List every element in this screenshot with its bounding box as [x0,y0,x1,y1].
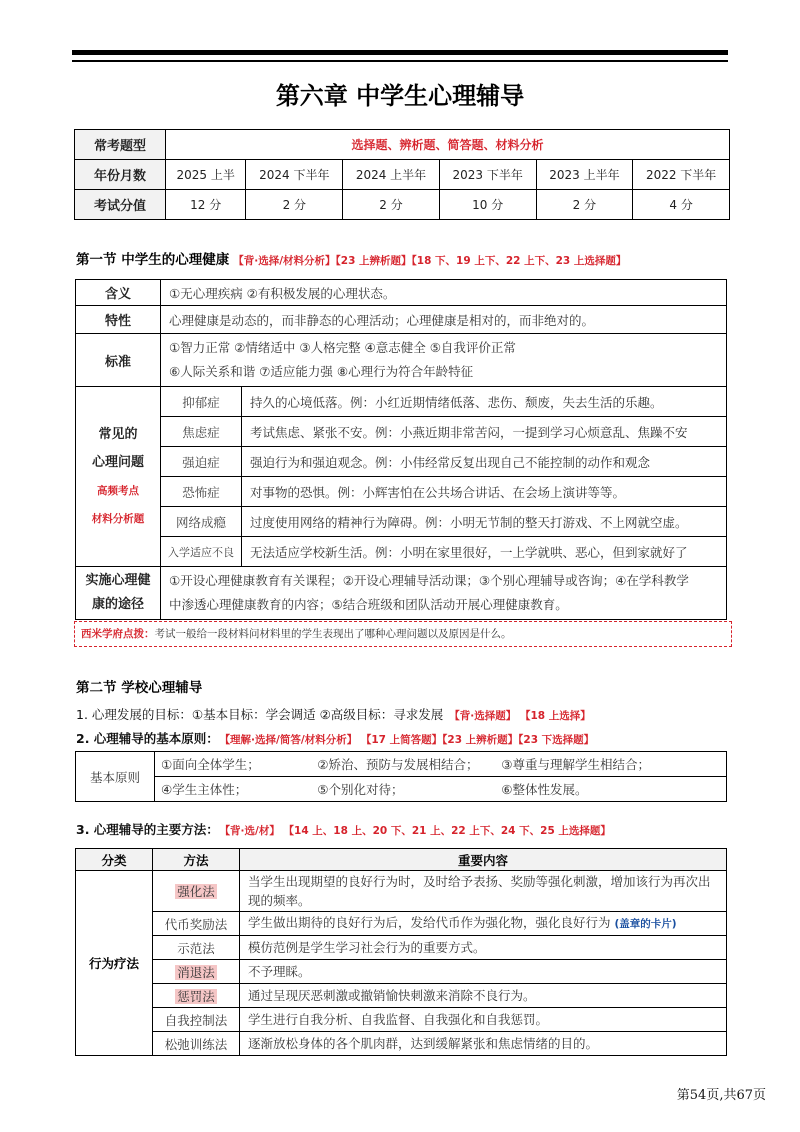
section2-heading: 第二节 学校心理辅导 [76,680,203,696]
exam-type-label: 常考题型 [75,130,166,160]
standard-line: ⑥人际关系和谐 ⑦适应能力强 ⑧心理行为符合年龄特征 [169,364,474,379]
method-desc: 学生做出期待的良好行为后，发给代币作为强化物，强化良好行为 [248,915,611,930]
ways-label-line: 实施心理健 [85,573,151,588]
standard-line: ①智力正常 ②情绪适中 ③人格完整 ④意志健全 ⑤自我评价正常 [169,340,516,355]
section1-title: 第一节 中学生的心理健康 [76,252,230,268]
principle-label: 基本原则 [76,752,155,802]
principle: ⑤个别化对待； [311,777,495,802]
exam-year: 2024 下半年 [246,160,343,190]
method-name: 自我控制法 [153,1008,240,1032]
item3-line [76,820,611,838]
problems-label [76,387,161,567]
item1-line [76,705,591,723]
problem-desc: 考试焦虑、紧张不安。例：小燕近期非常苦闷，一提到学习心烦意乱、焦躁不安 [242,417,727,447]
exam-year: 2022 下半年 [633,160,730,190]
item1-tags: 【背·选择题】 【18 上选择】 [449,710,591,722]
principle: ③尊重与理解学生相结合； [495,752,726,777]
exam-year: 2023 上半年 [536,160,633,190]
method-desc-cell [240,912,727,936]
ways-line: ①开设心理健康教育有关课程；②开设心理辅导活动课；③个别心理辅导或咨询；④在学科教学 [169,573,689,588]
method-name: 代币奖励法 [153,912,240,936]
method-name: 消退法 [177,964,215,980]
methods-table [75,848,727,1056]
exam-type-value: 选择题、辨析题、简答题、材料分析 [166,130,730,160]
method-desc: 模仿范例是学生学习社会行为的重要方式。 [240,936,727,960]
method-desc: 不予理睬。 [240,960,727,984]
tip-box [74,621,732,647]
method-name: 强化法 [177,884,215,899]
method-desc: 当学生出现期望的良好行为时，及时给予表扬、奖励等强化刺激，增加该行为再次出现的频率。 [240,871,727,912]
exam-score: 2 分 [536,190,633,220]
standard-label: 标准 [76,334,161,387]
tip-text: 考试一般给一段材料问材料里的学生表现出了哪种心理问题以及原因是什么。 [154,628,512,640]
methods-head: 重要内容 [240,849,727,871]
item1-text: 1. 心理发展的目标：①基本目标：学会调适 ②高级目标：寻求发展 [76,707,444,722]
exam-score: 10 分 [439,190,536,220]
mental-health-table [75,279,727,620]
item3-text: 3. 心理辅导的主要方法： [76,822,219,837]
exam-score: 2 分 [343,190,440,220]
section1-heading [76,248,626,268]
problems-hot-tag: 高频考点 [97,484,139,497]
problem-desc: 持久的心境低落。例：小红近期情绪低落、悲伤、颓废，失去生活的乐趣。 [242,387,727,417]
principle: ④学生主体性； [155,777,312,802]
chapter-title: 第六章 中学生心理辅导 [275,81,525,110]
exam-score-label: 考试分值 [75,190,166,220]
exam-year: 2023 下半年 [439,160,536,190]
method-desc: 学生进行自我分析、自我监督、自我强化和自我惩罚。 [240,1008,727,1032]
principle: ⑥整体性发展。 [495,777,726,802]
exam-info-table [74,129,730,220]
methods-head: 方法 [153,849,240,871]
ways-label [76,567,161,620]
exam-year-label: 年份月数 [75,160,166,190]
meaning-label: 含义 [76,280,161,306]
problems-label-line: 心理问题 [91,454,144,470]
ways-label-line: 康的途径 [91,597,144,612]
tip-label: 西米学府点拨： [81,628,155,640]
exam-score: 12 分 [166,190,246,220]
method-note: (盖章的卡片) [614,918,677,930]
item2-tags: 【理解·选择/简答/材料分析】 【17 上简答题】【23 上辨析题】【23 下选择题】 [224,734,595,746]
ways-line: 中渗透心理健康教育的内容；⑤结合班级和团队活动开展心理健康教育。 [169,597,568,612]
method-desc: 通过呈现厌恶刺激或撤销愉快刺激来消除不良行为。 [240,984,727,1008]
problem-name: 入学适应不良 [161,537,242,567]
methods-head: 分类 [76,849,153,871]
feature-text: 心理健康是动态的，而非静态的心理活动；心理健康是相对的，而非绝对的。 [161,306,727,334]
principles-table [75,751,727,802]
standard-text [161,334,727,387]
ways-text [161,567,727,620]
problem-desc: 强迫行为和强迫观念。例：小伟经常反复出现自己不能控制的动作和观念 [242,447,727,477]
page-number: 第54页,共67页 [676,1088,766,1103]
method-name: 松弛训练法 [153,1032,240,1056]
problem-desc: 无法适应学校新生活。例：小明在家里很好，一上学就哄、恶心，但到家就好了 [242,537,727,567]
principle: ①面向全体学生； [155,752,312,777]
methods-category: 行为疗法 [76,871,153,1056]
method-name: 惩罚法 [177,988,215,1004]
feature-label: 特性 [76,306,161,334]
item3-tags: 【背·选/材】 【14 上、18 上、20 下、21 上、22 上下、24 下、25 上选择题】 [224,825,611,837]
exam-year: 2024 上半年 [343,160,440,190]
method-name: 示范法 [153,936,240,960]
exam-year: 2025 上半 [166,160,246,190]
problem-desc: 对事物的恐惧。例：小辉害怕在公共场合讲话、在会场上演讲等等。 [242,477,727,507]
problem-name: 恐怖症 [161,477,242,507]
problem-name: 抑郁症 [161,387,242,417]
section1-tags: 【背·选择/材料分析】【23 上辨析题】【18 下、19 上下、22 上下、23 上选择题】 [233,255,627,267]
problem-name: 网络成瘾 [161,507,242,537]
item2-text: 2. 心理辅导的基本原则： [76,731,219,746]
problem-name: 焦虑症 [161,417,242,447]
problems-hot-tag: 材料分析题 [91,512,145,525]
problems-label-line: 常见的 [98,426,138,442]
top-rule-thin [72,60,728,62]
top-rule-thick [72,50,728,55]
problem-name: 强迫症 [161,447,242,477]
exam-score: 4 分 [633,190,730,220]
meaning-text: ①无心理疾病 ②有积极发展的心理状态。 [161,280,727,306]
item2-line [76,729,594,747]
method-desc: 逐渐放松身体的各个肌肉群，达到缓解紧张和焦虑情绪的目的。 [240,1032,727,1056]
exam-score: 2 分 [246,190,343,220]
problem-desc: 过度使用网络的精神行为障碍。例：小明无节制的整天打游戏、不上网就空虚。 [242,507,727,537]
principle: ②矫治、预防与发展相结合； [311,752,495,777]
